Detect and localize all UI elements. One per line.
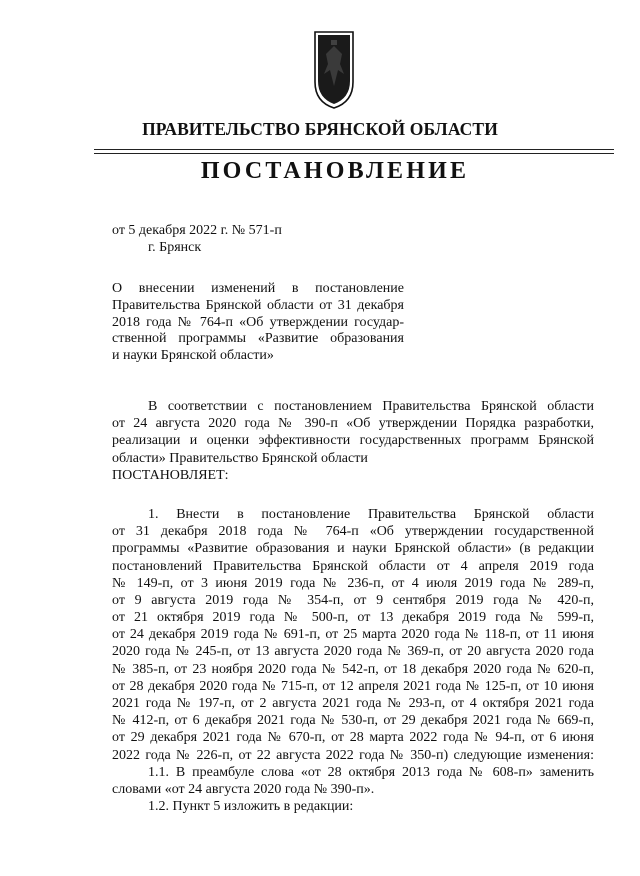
subject-line: ственной программы «Развитие образования <box>112 331 404 347</box>
item-1-line: № 412-п, от 6 декабря 2021 года № 530-п, от 29 декабря 2021 года № 669-п, <box>112 713 594 729</box>
item-1-line: от 31 декабря 2018 года № 764-п «Об утверждении государственной <box>112 524 594 540</box>
item-1-line: от 9 августа 2019 года № 354-п, от 9 сентября 2019 года № 420-п, <box>112 592 594 608</box>
item-1-line: программы «Развитие образования и науки Брянской области» (в редакции <box>112 541 594 557</box>
item-1-line: 2022 года № 226-п, от 22 августа 2022 года № 350-п) следующие изменения: <box>112 747 594 763</box>
item-1-line: 1. Внести в постановление Правительства Брянской области <box>148 506 594 522</box>
date-number-line: от 5 декабря 2022 г. № 571-п <box>112 223 282 238</box>
item-1-2-line: 1.2. Пункт 5 изложить в редакции: <box>148 799 354 815</box>
city-line: г. Брянск <box>148 240 202 255</box>
item-1-1-line: словами «от 24 августа 2020 года № 390-п». <box>112 781 375 797</box>
item-1-line: от 28 декабря 2020 года № 715-п, от 12 апреля 2021 года № 125-п, от 10 июня <box>112 678 594 694</box>
government-title: ПРАВИТЕЛЬСТВО БРЯНСКОЙ ОБЛАСТИ <box>142 119 498 139</box>
item-1-line: № 385-п, от 23 ноября 2020 года № 542-п, от 18 декабря 2020 года № 620-п, <box>112 661 594 677</box>
item-1-line: от 24 декабря 2019 года № 691-п, от 25 марта 2020 года № 118-п, от 11 июня <box>112 627 594 643</box>
decree-word: ПОСТАНОВЛЯЕТ: <box>112 467 229 483</box>
subject-line: Правительства Брянской области от 31 декабря <box>112 297 404 313</box>
item-1-line: № 149-п, от 3 июня 2019 года № 236-п, от 4 июля 2019 года № 289-п, <box>112 575 594 591</box>
document-meta <box>112 222 282 256</box>
item-1-line: 2021 года № 197-п, от 2 августа 2021 года № 293-п, от 4 октября 2021 года <box>112 696 594 711</box>
header-divider-bottom <box>94 153 614 154</box>
item-1-line: от 21 октября 2019 года № 500-п, от 13 декабря 2019 года № 599-п, <box>112 610 594 626</box>
item-1-line: 2020 года № 245-п, от 13 августа 2020 года № 369-п, от 20 августа 2020 года <box>112 644 594 660</box>
coat-of-arms-emblem <box>312 30 356 110</box>
document-subject <box>112 281 404 365</box>
item-1-line: от 29 декабря 2021 года № 670-п, от 28 марта 2022 года № 94-п, от 6 июня <box>112 730 594 746</box>
document-type-title: ПОСТАНОВЛЕНИЕ <box>200 158 470 184</box>
item-1-1-line: 1.1. В преамбуле слова «от 28 октября 2013 года № 608-п» заменить <box>148 764 594 780</box>
preamble-line: реализации и оценки эффективности государственных программ Брянской <box>112 433 594 449</box>
preamble-line: от 24 августа 2020 года № 390-п «Об утверждении Порядка разработки, <box>112 416 594 432</box>
document-body <box>112 398 594 815</box>
header-divider-top <box>94 149 614 150</box>
subject-line: и науки Брянской области» <box>112 348 274 364</box>
item-1-paragraph <box>112 506 594 815</box>
preamble-paragraph <box>112 398 594 484</box>
subject-line: О внесении изменений в постановление <box>112 281 404 296</box>
preamble-line: В соответствии с постановлением Правительства Брянской области <box>148 399 594 414</box>
subject-line: 2018 года № 764-п «Об утверждении государ- <box>112 314 404 330</box>
item-1-line: постановлений Правительства Брянской области от 4 апреля 2019 года <box>112 558 594 574</box>
preamble-line: области» Правительство Брянской области <box>112 450 368 466</box>
